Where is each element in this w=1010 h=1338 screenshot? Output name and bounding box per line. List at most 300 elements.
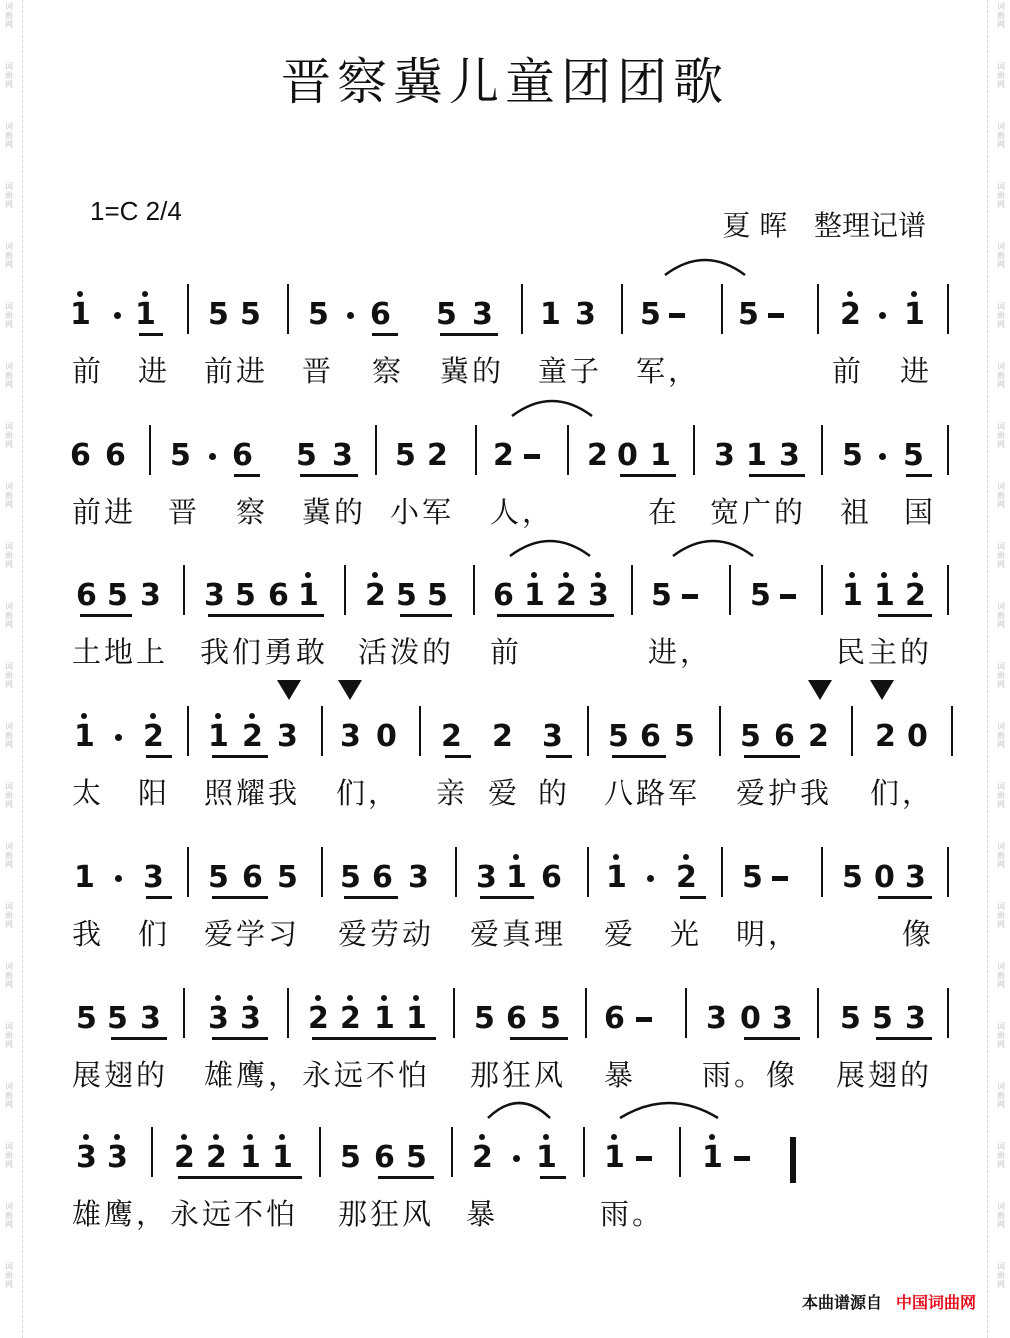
beam-underline: [876, 1037, 932, 1040]
tie-slur: [673, 541, 753, 556]
bar-line: [947, 425, 949, 475]
watermark: 词 曲 网: [5, 1262, 13, 1289]
bar-line: [721, 847, 723, 897]
note: 5: [308, 297, 329, 332]
note: 1: [135, 297, 156, 332]
lyric-syllable: 太: [72, 776, 105, 810]
source-site-link[interactable]: 中国词曲网: [895, 1293, 976, 1312]
note: 2: [676, 860, 697, 895]
note: 6: [506, 1001, 527, 1036]
watermark: 词 曲 网: [997, 1202, 1005, 1229]
note: 2: [840, 297, 861, 332]
lyric-syllable: 展翅的: [836, 1058, 933, 1092]
lyric-syllable: 民主的: [836, 635, 933, 669]
note: 1: [524, 578, 545, 613]
note: 5: [427, 578, 448, 613]
note: 3: [143, 860, 164, 895]
lyric-syllable: 雄鹰，: [72, 1197, 169, 1231]
note: 5: [436, 297, 457, 332]
watermark: 词 曲 网: [997, 1082, 1005, 1109]
bar-line: [947, 284, 949, 334]
note: 5: [296, 438, 317, 473]
note: 5: [170, 438, 191, 473]
note: 0: [874, 860, 895, 895]
watermark: 词 曲 网: [5, 2, 13, 29]
watermark: 词 曲 网: [997, 902, 1005, 929]
lyric-syllable: 照耀我: [204, 776, 301, 810]
beam-underline: [80, 614, 132, 617]
beam-underline: [372, 333, 398, 336]
lyric-syllable: 像: [902, 917, 935, 951]
watermark: 词 曲 网: [997, 62, 1005, 89]
watermark: 词 曲 网: [5, 1202, 13, 1229]
note: 3: [140, 1001, 161, 1036]
note: 6: [268, 578, 289, 613]
note: 1: [540, 297, 561, 332]
note: 5: [277, 860, 298, 895]
watermark: 词 曲 网: [5, 242, 13, 269]
extension-dash: [682, 594, 698, 599]
beam-underline: [510, 1037, 568, 1040]
duration-dot: [879, 312, 886, 319]
note: 3: [772, 1001, 793, 1036]
bar-line: [951, 706, 953, 756]
source-label: 本曲谱源自: [801, 1293, 882, 1312]
note: 6: [105, 438, 126, 473]
note: 1: [406, 1001, 427, 1036]
note: 5: [235, 578, 256, 613]
duration-dot: [647, 875, 654, 882]
note: 5: [674, 719, 695, 754]
bar-line: [583, 1127, 585, 1177]
lyric-syllable: 察: [236, 495, 269, 529]
lyric-syllable: 雨。: [600, 1197, 665, 1231]
beam-underline: [212, 896, 268, 899]
watermark: 词 曲 网: [997, 782, 1005, 809]
lyric-syllable: 的: [538, 776, 571, 810]
note: 2: [308, 1001, 329, 1036]
beam-underline: [212, 1037, 268, 1040]
lyric-syllable: 爱: [604, 917, 637, 951]
notation-line: [0, 1001, 1010, 1044]
note: 1: [842, 578, 863, 613]
bar-line: [473, 565, 475, 615]
note: 3: [706, 1001, 727, 1036]
lyric-line: [0, 634, 1010, 670]
extension-dash: [768, 313, 784, 318]
bar-line: [851, 706, 853, 756]
watermark: 词 曲 网: [997, 722, 1005, 749]
bar-line: [679, 1127, 681, 1177]
bar-line: [149, 425, 151, 475]
bar-line: [451, 1127, 453, 1177]
bar-line: [319, 1127, 321, 1177]
lyric-syllable: 进，: [648, 635, 713, 669]
lyric-syllable: 爱劳动: [338, 917, 435, 951]
note: 3: [76, 1140, 97, 1175]
bar-line: [321, 847, 323, 897]
watermark: 词 曲 网: [5, 1082, 13, 1109]
note: 2: [556, 578, 577, 613]
duration-dot: [115, 875, 122, 882]
note: 5: [740, 719, 761, 754]
beam-underline: [878, 896, 932, 899]
note: 1: [374, 1001, 395, 1036]
lyric-syllable: 永远不怕: [170, 1197, 299, 1231]
note: 5: [406, 1140, 427, 1175]
bar-line: [621, 284, 623, 334]
bar-line: [287, 284, 289, 334]
notation-line: [0, 719, 1010, 762]
bar-line: [455, 847, 457, 897]
watermark: 词 曲 网: [997, 962, 1005, 989]
bar-line: [587, 847, 589, 897]
note: 2: [340, 1001, 361, 1036]
note: 5: [107, 578, 128, 613]
note: 3: [714, 438, 735, 473]
note: 2: [427, 438, 448, 473]
lyric-syllable: 前: [490, 635, 523, 669]
beam-underline: [878, 614, 932, 617]
note: 1: [74, 860, 95, 895]
note: 5: [651, 578, 672, 613]
watermark: 词 曲 网: [5, 602, 13, 629]
lyric-syllable: 们: [138, 917, 171, 951]
note: 2: [441, 719, 462, 754]
note: 5: [903, 438, 924, 473]
note: 3: [408, 860, 429, 895]
bar-line: [419, 706, 421, 756]
watermark: 词 曲 网: [997, 542, 1005, 569]
note: 5: [840, 1001, 861, 1036]
extension-dash: [636, 1017, 652, 1022]
watermark: 词 曲 网: [5, 302, 13, 329]
arranger-credit: 夏 晖 整理记谱: [722, 209, 926, 242]
note: 3: [140, 578, 161, 613]
note: 5: [738, 297, 759, 332]
note: 5: [742, 860, 763, 895]
note: 2: [174, 1140, 195, 1175]
lyric-syllable: 我: [72, 917, 105, 951]
beam-underline: [612, 755, 666, 758]
note: 5: [240, 297, 261, 332]
bar-line: [453, 988, 455, 1038]
lyric-syllable: 雄鹰，: [204, 1058, 301, 1092]
lyric-syllable: 暴: [466, 1197, 499, 1231]
lyric-syllable: 前进: [204, 354, 269, 388]
tie-slur: [512, 401, 592, 416]
watermark: 词 曲 网: [5, 842, 13, 869]
watermark: 词 曲 网: [997, 182, 1005, 209]
bar-line: [287, 988, 289, 1038]
beam-underline: [744, 1037, 800, 1040]
note: 1: [208, 719, 229, 754]
note: 3: [204, 578, 225, 613]
note: 0: [740, 1001, 761, 1036]
lyric-syllable: 人，: [490, 495, 555, 529]
note: 6: [774, 719, 795, 754]
watermark: 词 曲 网: [5, 722, 13, 749]
bar-line: [817, 988, 819, 1038]
note: 2: [808, 719, 829, 754]
note: 6: [493, 578, 514, 613]
watermark: 词 曲 网: [5, 482, 13, 509]
watermark: 词 曲 网: [997, 482, 1005, 509]
duration-dot: [114, 312, 121, 319]
song-title: 晋察冀儿童团团歌: [281, 53, 729, 111]
lyric-syllable: 永远不怕: [302, 1058, 431, 1092]
note: 1: [70, 297, 91, 332]
note: 1: [702, 1140, 723, 1175]
bar-line: [685, 988, 687, 1038]
bar-line: [375, 425, 377, 475]
beam-underline: [906, 474, 932, 477]
bar-line: [183, 565, 185, 615]
note: 3: [779, 438, 800, 473]
beam-underline: [744, 755, 800, 758]
note: 5: [842, 860, 863, 895]
note: 5: [540, 1001, 561, 1036]
lyric-syllable: 晋: [168, 495, 201, 529]
note: 3: [332, 438, 353, 473]
beam-underline: [546, 755, 572, 758]
beam-underline: [445, 755, 471, 758]
notation-line: [0, 1140, 1010, 1183]
note: 6: [604, 1001, 625, 1036]
note: 5: [340, 1140, 361, 1175]
beam-underline: [312, 1037, 436, 1040]
bar-line: [321, 706, 323, 756]
beam-underline: [212, 755, 268, 758]
watermark: 词 曲 网: [997, 242, 1005, 269]
note: 1: [746, 438, 767, 473]
bar-line: [585, 988, 587, 1038]
note: 5: [340, 860, 361, 895]
lyric-syllable: 宽广的: [710, 495, 807, 529]
note: 3: [340, 719, 361, 754]
duration-dot: [879, 453, 886, 460]
watermark: 词 曲 网: [997, 1142, 1005, 1169]
duration-dot: [513, 1155, 520, 1162]
accent-mark: [277, 680, 301, 700]
lyric-syllable: 明，: [736, 917, 801, 951]
note: 2: [905, 578, 926, 613]
extension-dash: [772, 876, 788, 881]
lyric-syllable: 们，: [336, 776, 401, 810]
extension-dash: [524, 454, 540, 459]
lyric-syllable: 军，: [636, 354, 701, 388]
accent-mark: [338, 680, 362, 700]
watermark: 词 曲 网: [5, 62, 13, 89]
watermark: 词 曲 网: [5, 782, 13, 809]
note: 1: [240, 1140, 261, 1175]
lyric-syllable: 展翅的: [72, 1058, 169, 1092]
note: 6: [242, 860, 263, 895]
watermark: 词 曲 网: [5, 662, 13, 689]
watermark: 词 曲 网: [997, 422, 1005, 449]
note: 0: [376, 719, 397, 754]
note: 3: [277, 719, 298, 754]
lyric-syllable: 爱真理: [470, 917, 567, 951]
note: 1: [604, 1140, 625, 1175]
watermark: 词 曲 网: [997, 2, 1005, 29]
bar-line: [631, 565, 633, 615]
beam-underline: [749, 474, 805, 477]
note: 5: [474, 1001, 495, 1036]
note: 3: [905, 860, 926, 895]
key-signature: 1=C 2/4: [90, 196, 182, 226]
note: 5: [842, 438, 863, 473]
bar-line: [721, 284, 723, 334]
note: 6: [76, 578, 97, 613]
note: 6: [640, 719, 661, 754]
lyric-syllable: 爱护我: [736, 776, 833, 810]
note: 5: [872, 1001, 893, 1036]
note: 0: [617, 438, 638, 473]
note: 3: [472, 297, 493, 332]
beam-underline: [178, 1176, 302, 1179]
duration-dot: [347, 312, 354, 319]
bar-line: [693, 425, 695, 475]
note: 5: [750, 578, 771, 613]
note: 3: [575, 297, 596, 332]
note: 5: [208, 860, 229, 895]
accent-mark: [808, 680, 832, 700]
note: 1: [298, 578, 319, 613]
bar-line: [821, 565, 823, 615]
watermark: 词 曲 网: [997, 302, 1005, 329]
note: 6: [372, 860, 393, 895]
lyric-line: [0, 1057, 1010, 1093]
lyric-line: [0, 494, 1010, 530]
note: 1: [874, 578, 895, 613]
notation-line: [0, 860, 1010, 903]
lyric-syllable: 我们勇敢: [200, 635, 329, 669]
lyric-syllable: 前: [72, 354, 105, 388]
note: 2: [587, 438, 608, 473]
notation-line: [0, 438, 1010, 481]
note: 6: [232, 438, 253, 473]
watermark: 词 曲 网: [997, 122, 1005, 149]
note: 2: [472, 1140, 493, 1175]
note: 3: [208, 1001, 229, 1036]
beam-underline: [680, 896, 706, 899]
lyric-syllable: 雨。像: [702, 1058, 799, 1092]
note: 1: [650, 438, 671, 473]
note: 3: [240, 1001, 261, 1036]
beam-underline: [139, 333, 163, 336]
watermark: 词 曲 网: [997, 362, 1005, 389]
lyric-syllable: 光: [670, 917, 703, 951]
beam-underline: [146, 896, 172, 899]
lyric-syllable: 们，: [870, 776, 935, 810]
bar-line: [719, 706, 721, 756]
note: 3: [542, 719, 563, 754]
lyric-syllable: 亲: [436, 776, 469, 810]
bar-line: [821, 425, 823, 475]
watermark: 词 曲 网: [997, 1022, 1005, 1049]
lyric-syllable: 国: [904, 495, 937, 529]
bar-line: [587, 706, 589, 756]
lyric-syllable: 前进: [72, 495, 137, 529]
lyric-syllable: 阳: [138, 776, 171, 810]
beam-underline: [111, 1037, 167, 1040]
beam-underline: [146, 755, 172, 758]
duration-dot: [209, 453, 216, 460]
note: 3: [905, 1001, 926, 1036]
beam-underline: [620, 474, 676, 477]
note: 5: [640, 297, 661, 332]
beam-underline: [344, 896, 398, 899]
note: 1: [606, 860, 627, 895]
lyric-syllable: 那狂风: [470, 1058, 567, 1092]
beam-underline: [440, 333, 498, 336]
lyric-line: [0, 353, 1010, 389]
extension-dash: [780, 594, 796, 599]
note: 5: [395, 438, 416, 473]
note: 2: [242, 719, 263, 754]
lyric-syllable: 活泼的: [358, 635, 455, 669]
lyric-syllable: 冀的: [440, 354, 505, 388]
extension-dash: [734, 1156, 750, 1161]
bar-line: [344, 565, 346, 615]
note: 5: [396, 578, 417, 613]
note: 6: [70, 438, 91, 473]
beam-underline: [234, 474, 260, 477]
bar-line: [947, 988, 949, 1038]
bar-line: [183, 988, 185, 1038]
lyric-syllable: 祖: [840, 495, 873, 529]
beam-underline: [300, 474, 358, 477]
note: 2: [493, 438, 514, 473]
watermark: 词 曲 网: [5, 362, 13, 389]
lyric-syllable: 进: [900, 354, 933, 388]
note: 1: [272, 1140, 293, 1175]
note: 0: [907, 719, 928, 754]
lyric-syllable: 前: [832, 354, 865, 388]
lyric-line: [0, 916, 1010, 952]
note: 1: [904, 297, 925, 332]
tie-slur: [665, 260, 745, 275]
note: 5: [76, 1001, 97, 1036]
notation-line: [0, 578, 1010, 621]
note: 6: [374, 1140, 395, 1175]
beam-underline: [540, 1176, 566, 1179]
bar-line: [475, 425, 477, 475]
lyric-syllable: 八路军: [604, 776, 701, 810]
notation-line: [0, 297, 1010, 340]
extension-dash: [636, 1156, 652, 1161]
watermark: 词 曲 网: [5, 122, 13, 149]
tie-slur: [510, 541, 590, 556]
note: 5: [208, 297, 229, 332]
lyric-syllable: 察: [372, 354, 405, 388]
note: 2: [206, 1140, 227, 1175]
note: 5: [107, 1001, 128, 1036]
watermark: 词 曲 网: [5, 1022, 13, 1049]
extension-dash: [669, 313, 685, 318]
note: 3: [588, 578, 609, 613]
lyric-syllable: 土地上: [72, 635, 169, 669]
note: 6: [541, 860, 562, 895]
beam-underline: [497, 614, 614, 617]
bar-line: [729, 565, 731, 615]
final-barline: [790, 1137, 796, 1183]
bar-line: [187, 284, 189, 334]
bar-line: [567, 425, 569, 475]
tie-slur: [620, 1103, 718, 1118]
note: 2: [492, 719, 513, 754]
